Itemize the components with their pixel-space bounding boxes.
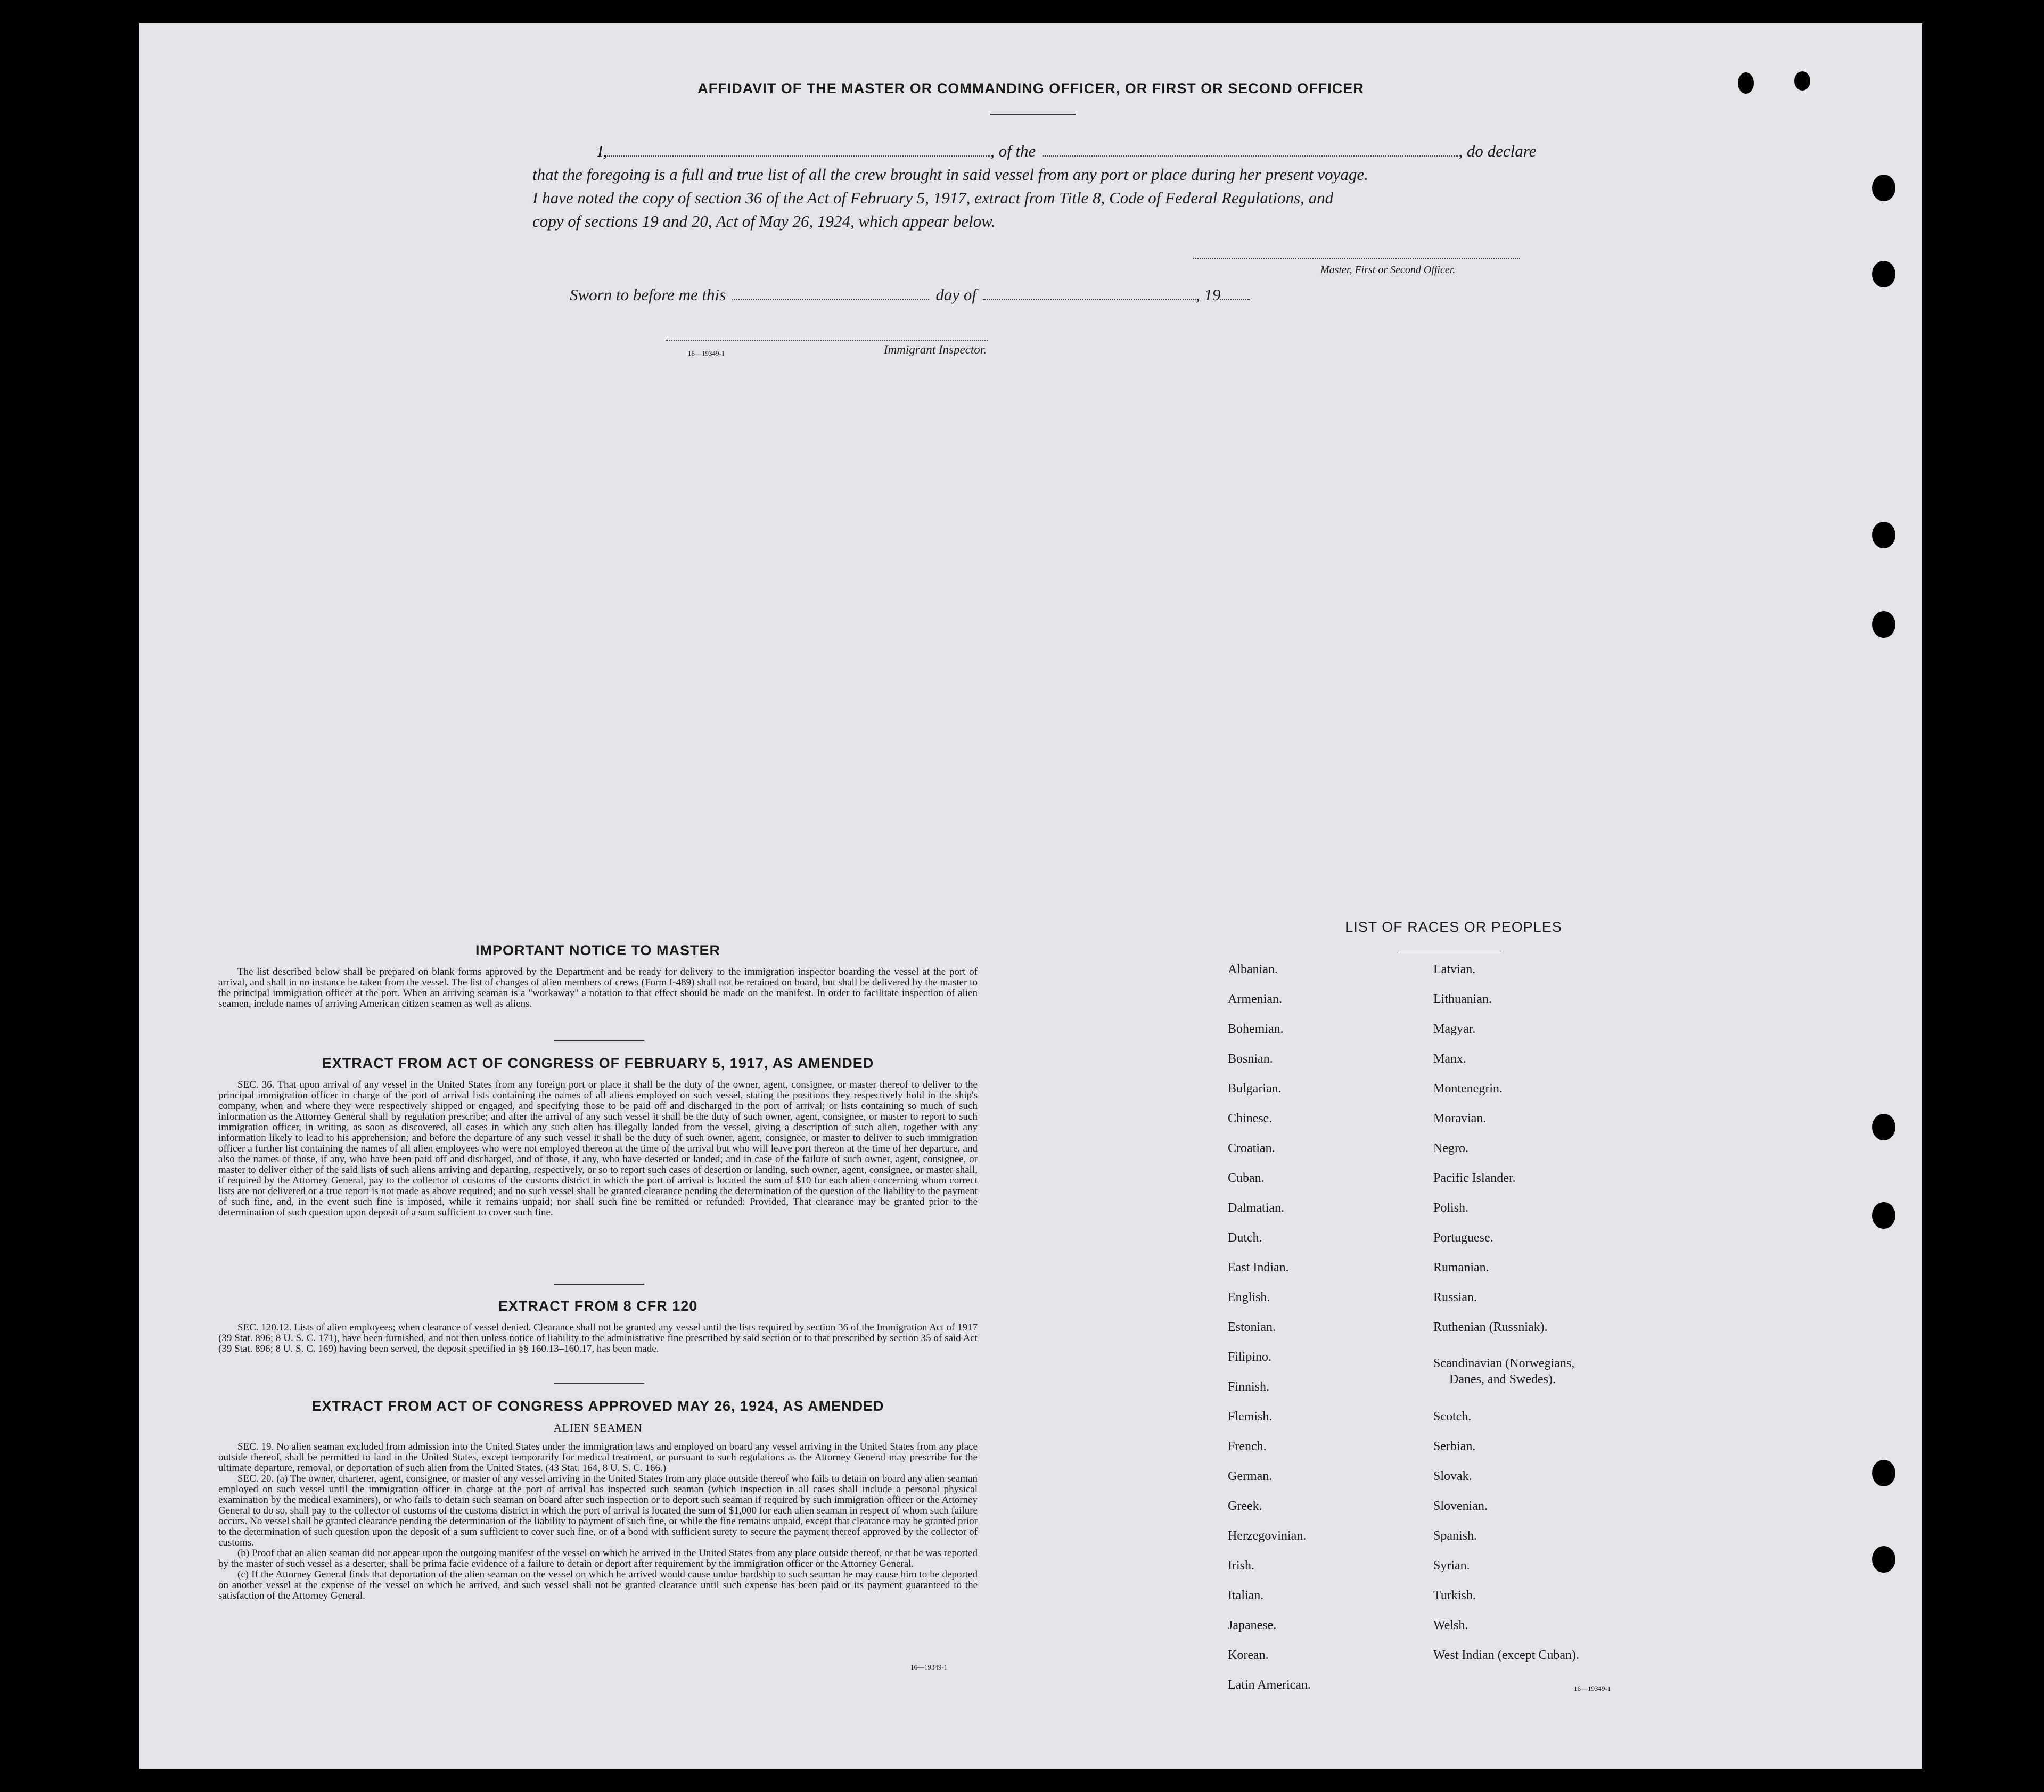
divider-2 (554, 1284, 644, 1285)
day-of-text: day of (935, 285, 976, 304)
race-filipino: Filipino. (1228, 1350, 1272, 1364)
race-scandinavian: Scandinavian (Norwegians, (1433, 1357, 1575, 1370)
notice-title: IMPORTANT NOTICE TO MASTER (475, 942, 720, 958)
extract-1917-title: EXTRACT FROM ACT OF CONGRESS OF FEBRUARY 5, 1917, AS AMENDED (322, 1055, 874, 1071)
name-blank[interactable] (607, 151, 990, 157)
affidavit-line-3: I have noted the copy of section 36 of the Act of February 5, 1917, extract from Title 8, Code of Federal Regulations, and (532, 188, 1334, 207)
race-turkish: Turkish. (1433, 1589, 1476, 1602)
race-chinese: Chinese. (1228, 1112, 1273, 1125)
race-slovak: Slovak. (1433, 1469, 1472, 1483)
race-flemish: Flemish. (1228, 1410, 1273, 1424)
race-herzegovinian: Herzegovinian. (1228, 1529, 1307, 1543)
alien-seamen-subtitle: ALIEN SEAMEN (553, 1421, 643, 1434)
affidavit-form-number: 16—19349-1 (688, 349, 725, 357)
divider-1 (554, 1040, 644, 1041)
race-bulgarian: Bulgarian. (1228, 1082, 1282, 1096)
extract-form-number: 16—19349-1 (910, 1663, 948, 1671)
sec-20c-paragraph: (c) If the Attorney General finds that deportation of the alien seaman on the vessel on which he arrived would cause undue hardship to such seaman he may cause him to be deported on another vessel at the expense of the vessel on which he arrived, and such vessel shall not be granted clearance until such expense has been paid or its payment guaranteed to the satisfaction of the Attorney General. (218, 1569, 978, 1601)
punch-hole (1872, 611, 1895, 638)
year-text: , 19 (1195, 285, 1221, 304)
title-divider (990, 114, 1076, 115)
race-greek: Greek. (1228, 1499, 1262, 1513)
punch-hole (1794, 71, 1810, 91)
race-armenian: Armenian. (1228, 992, 1282, 1006)
sworn-month-blank[interactable] (983, 295, 1196, 300)
punch-hole (1872, 261, 1895, 287)
punch-hole (1738, 72, 1754, 94)
notice-text (218, 967, 978, 1009)
race-magyar: Magyar. (1433, 1022, 1476, 1036)
affidavit-title: AFFIDAVIT OF THE MASTER OR COMMANDING OFFICER, OR FIRST OR SECOND OFFICER (697, 80, 1364, 96)
divider-3 (554, 1383, 644, 1384)
race-finnish: Finnish. (1228, 1380, 1270, 1394)
extract-cfr-text (218, 1322, 978, 1354)
race-dutch: Dutch. (1228, 1231, 1262, 1245)
race-korean: Korean. (1228, 1648, 1269, 1662)
inspector-signature-line[interactable] (666, 340, 988, 341)
race-scandinavian-cont: Danes, and Swedes). (1449, 1372, 1556, 1386)
affidavit-declare: , do declare (1458, 142, 1537, 160)
inspector-label: Immigrant Inspector. (884, 343, 987, 356)
affidavit-line-4: copy of sections 19 and 20, Act of May 26, 1924, which appear below. (532, 212, 996, 231)
punch-hole (1872, 1202, 1895, 1229)
extract-1924-title: EXTRACT FROM ACT OF CONGRESS APPROVED MAY 26, 1924, AS AMENDED (311, 1398, 884, 1414)
race-manx: Manx. (1433, 1052, 1466, 1066)
race-russian: Russian. (1433, 1290, 1477, 1304)
punch-hole (1872, 1546, 1895, 1573)
race-polish: Polish. (1433, 1201, 1469, 1215)
race-bosnian: Bosnian. (1228, 1052, 1273, 1066)
race-latvian: Latvian. (1433, 963, 1476, 976)
race-italian: Italian. (1228, 1589, 1264, 1602)
vessel-blank[interactable] (1043, 151, 1458, 157)
race-irish: Irish. (1228, 1559, 1254, 1573)
sec-20b-paragraph: (b) Proof that an alien seaman did not appear upon the outgoing manifest of the vessel on which he arrived in the United States from any place outside thereof, or that he was reported by the master of such vessel as a deserter, shall be prima facie evidence of a failure to detain or deport after requirement by the immigration officer or the Attorney General. (218, 1548, 978, 1569)
race-spanish: Spanish. (1433, 1529, 1477, 1543)
race-albanian: Albanian. (1228, 963, 1278, 976)
document-page (139, 23, 1922, 1769)
race-croatian: Croatian. (1228, 1141, 1275, 1155)
master-signature-line[interactable] (1193, 258, 1520, 259)
punch-hole (1872, 1460, 1895, 1486)
race-bohemian: Bohemian. (1228, 1022, 1284, 1036)
sec-19-paragraph: SEC. 19. No alien seaman excluded from admission into the United States under the immigration laws and employed on board any vessel arriving in the United States from any place outside thereof, shall be permitted to land in the United States, except temporarily for medical treatment, or pursuant to such regulations as the Attorney General may prescribe for the ultimate departure, removal, or deportation of such alien from the United States. (43 Stat. 164, 8 U. S. C. 166.) (218, 1441, 978, 1474)
affidavit-line-1 (564, 139, 1667, 163)
master-signature-label: Master, First or Second Officer. (1320, 264, 1456, 276)
races-title: LIST OF RACES OR PEOPLES (1345, 919, 1562, 935)
race-cuban: Cuban. (1228, 1171, 1265, 1185)
race-serbian: Serbian. (1433, 1440, 1476, 1453)
sworn-year-blank[interactable] (1220, 295, 1250, 300)
race-welsh: Welsh. (1433, 1618, 1468, 1632)
extract-1917-text (218, 1080, 978, 1218)
race-syrian: Syrian. (1433, 1559, 1470, 1573)
sec-20a-paragraph: SEC. 20. (a) The owner, charterer, agent, consignee, or master of any vessel arriving in the United States from any place outside thereof who fails to detain on board any alien seaman employed on such vessel until the immigration officer in charge at the port of arrival has inspected such seaman (which inspection in all cases shall include a personal physical examination by the medical examiners), or who fails to detain such seaman on board after such inspection or to deport such seaman if required by such immigration officer or the Attorney General to do so, shall pay to the collector of customs of the customs district in which the port of arrival is located the sum of $1,000 for each alien seaman in respect of whom such failure occurs. No vessel shall be granted clearance pending the determination of the liability to payment of such fine, or while the fine remains unpaid, except that clearance may be granted prior to the determination of such question upon the deposit of a sum sufficient to cover such fine, or of a bond with sufficient surety to secure the payment thereof approved by the collector of customs. (218, 1473, 978, 1548)
race-negro: Negro. (1433, 1141, 1468, 1155)
affidavit-line-2: that the foregoing is a full and true list of all the crew brought in said vessel from any port or place during her present voyage. (532, 165, 1368, 184)
extract-1917-paragraph: SEC. 36. That upon arrival of any vessel in the United States from any foreign port or place it shall be the duty of the owner, agent, consignee, or master thereof to deliver to the principal immigration officer in charge of the port of arrival lists containing the names of all aliens employed on such vessel, stating the positions they respectively hold in the ship's company, when and where they were respectively shipped or engaged, and specifying those to be paid off and discharged in the port of arrival; or lists containing so much of such information as the Attorney General shall by regulation prescribe; and after the arrival of any such vessel it shall be the duty of such owner, agent, consignee, or master to report to such immigration officer, in writing, as soon as discovered, all cases in which any such alien has illegally landed from the vessel, giving a description of such alien, together with any information likely to lead to his apprehension; and before the departure of any such vessel it shall be the duty of such owner, agent, consignee, or master to deliver to such immigration officer a further list containing the names of all alien employees who were not employed thereon at the time of the arrival but who will leave port thereon at the time of her departure, and also the names of those, if any, who have been paid off and discharged, and of those, if any, who have deserted or landed; and in case of the failure of such owner, agent, consignee, or master to deliver either of the said lists of such aliens arriving and departing, respectively, or so to report such cases of desertion or landing, such owner, agent, consignee, or master shall, if required by the Attorney General, pay to the collector of customs of the customs district in which the port of arrival is located the sum of $10 for each alien concerning whom correct lists are not delivered or a true report is not made as above required; and no such vessel shall be granted clearance pending the determination of the question of the liability to the payment of such fine, and, in the event such fine is imposed, while it remains unpaid; nor shall such fine be remitted or refunded: Provided, That clearance may be granted prior to the determination of such question upon deposit of a sum sufficient to cover such fine. (218, 1079, 978, 1218)
punch-hole (1872, 1114, 1895, 1140)
race-rumanian: Rumanian. (1433, 1261, 1489, 1275)
affidavit-i: I, (597, 142, 608, 160)
race-english: English. (1228, 1290, 1270, 1304)
race-dalmatian: Dalmatian. (1228, 1201, 1284, 1215)
race-moravian: Moravian. (1433, 1112, 1487, 1125)
race-german: German. (1228, 1469, 1273, 1483)
race-east-indian: East Indian. (1228, 1261, 1289, 1275)
races-form-number: 16—19349-1 (1574, 1684, 1611, 1692)
punch-hole (1872, 522, 1895, 548)
race-scotch: Scotch. (1433, 1410, 1472, 1424)
race-japanese: Japanese. (1228, 1618, 1277, 1632)
race-montenegrin: Montenegrin. (1433, 1082, 1503, 1096)
affidavit-of-the: , of the (990, 142, 1036, 160)
race-latin-american: Latin American. (1228, 1678, 1311, 1692)
race-pacific-islander: Pacific Islander. (1433, 1171, 1516, 1185)
sworn-line (570, 283, 1368, 307)
race-portuguese: Portuguese. (1433, 1231, 1493, 1245)
race-french: French. (1228, 1440, 1267, 1453)
punch-hole (1872, 175, 1895, 201)
race-slovenian: Slovenian. (1433, 1499, 1488, 1513)
extract-cfr-paragraph: SEC. 120.12. Lists of alien employees; when clearance of vessel denied. Clearance shall not be granted any vessel until the lists required by section 36 of the Immigration Act of 1917 (39 Stat. 896; 8 U. S. C. 171), have been furnished, and not then unless notice of liability to the administrative fine prescribed by said section or to that prescribed by section 35 of said Act (39 Stat. 896; 8 U. S. C. 169) having been served, the deposit specified in §§ 160.13–160.17, has been made. (218, 1322, 978, 1354)
notice-paragraph: The list described below shall be prepared on blank forms approved by the Department and be ready for delivery to the immigration inspector boarding the vessel at the port of arrival, and shall in no instance be taken from the vessel. The list of changes of alien members of crews (Form I-489) shall not be retained on board, but shall be delivered by the master to the principal immigration officer at the port. When an arriving seaman is a "workaway" a notation to that effect should be made on the manifest. In order to facilitate inspection of alien seamen, include names of arriving American citizen seamen as well as aliens. (218, 966, 978, 1009)
race-estonian: Estonian. (1228, 1320, 1276, 1334)
extract-cfr-title: EXTRACT FROM 8 CFR 120 (498, 1298, 698, 1314)
sworn-day-blank[interactable] (732, 295, 929, 300)
race-west-indian: West Indian (except Cuban). (1433, 1648, 1579, 1662)
race-lithuanian: Lithuanian. (1433, 992, 1492, 1006)
sworn-text: Sworn to before me this (570, 285, 726, 304)
extract-1924-text (218, 1442, 978, 1601)
race-ruthenian: Ruthenian (Russniak). (1433, 1320, 1548, 1334)
